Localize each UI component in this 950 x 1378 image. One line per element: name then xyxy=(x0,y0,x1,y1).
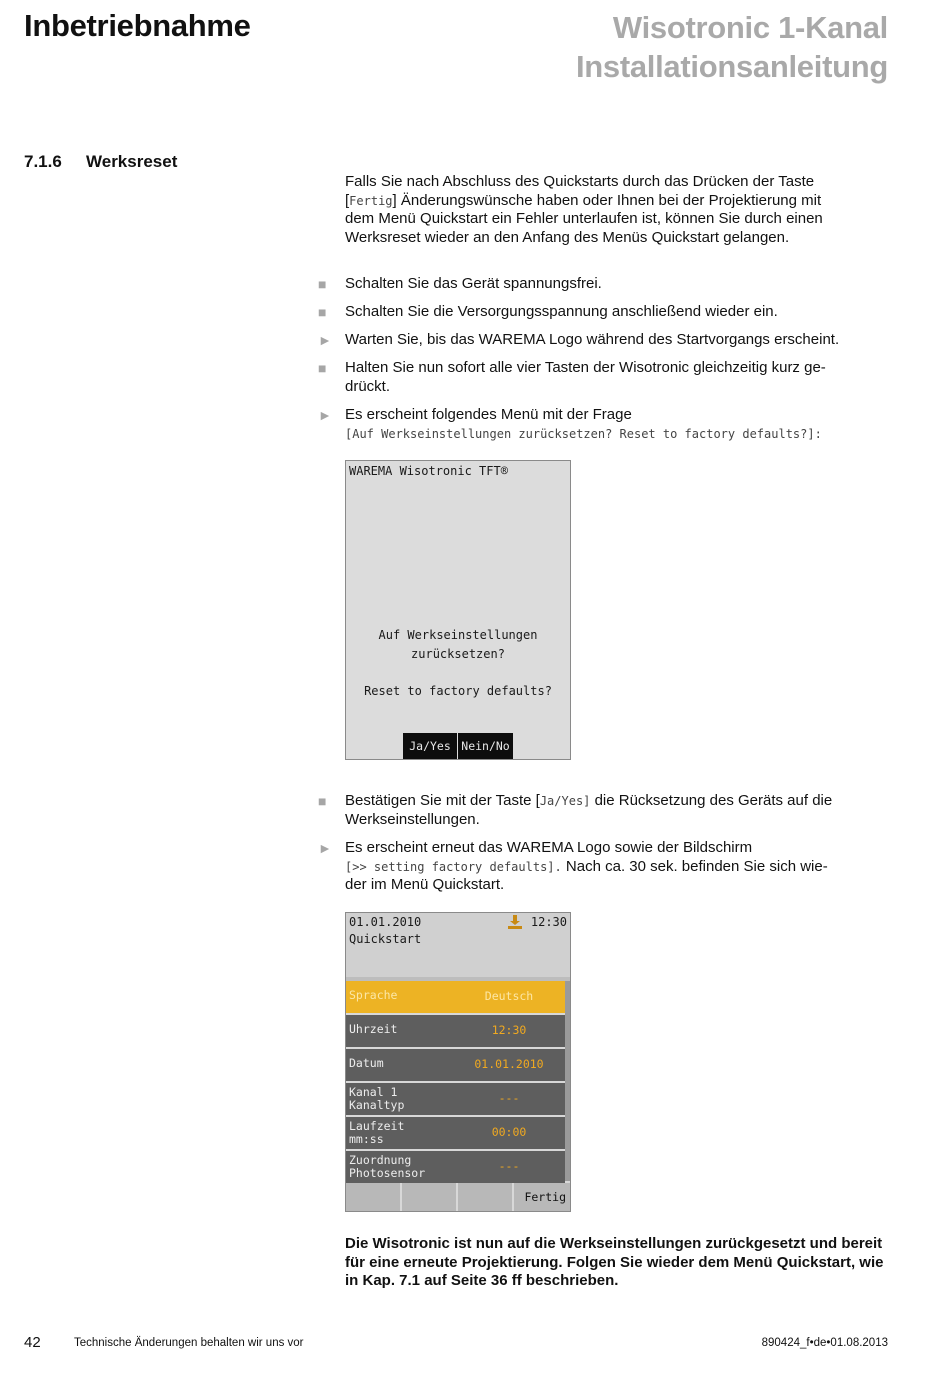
document-code: 890424_f•de•01.08.2013 xyxy=(761,1337,888,1349)
prompt-text: [Auf Werkseinstellungen zurücksetzen? Reset to factory defaults?]: xyxy=(345,426,822,441)
menu-row-uhrzeit[interactable] xyxy=(346,1015,565,1047)
step-text: Halten Sie nun sofort alle vier Tasten der Wisotronic gleichzeitig kurz ge- drückt. xyxy=(345,359,826,395)
status-text: [>> setting factory defaults]. xyxy=(345,859,562,874)
row-label: Sprache xyxy=(349,988,398,1002)
row-label: Kanal 1 Kanaltyp xyxy=(349,1085,405,1112)
document-type: Installationsanleitung xyxy=(575,49,888,84)
row-label: Laufzeit mm:ss xyxy=(349,1119,405,1146)
key-ja-yes: Ja/Yes] xyxy=(539,794,591,808)
row-label: Zuordnung Photosensor xyxy=(349,1153,426,1180)
step-text: Warten Sie, bis das WAREMA Logo während des Startvorgangs erscheint. xyxy=(345,331,840,348)
square-bullet-icon: ■ xyxy=(318,276,327,292)
section-number: 7.1.6 xyxy=(24,152,62,171)
step-text: Es erscheint erneut das WAREMA Logo sowie der Bildschirm [>> setting factory defaults]. Nach ca. 30 sek. befinden Sie sich wie- der im Menü Quickstart. xyxy=(345,839,828,893)
triangle-bullet-icon: ► xyxy=(318,840,332,856)
yes-button[interactable]: Ja/Yes xyxy=(403,733,457,759)
intro-paragraph xyxy=(345,173,890,247)
square-bullet-icon: ■ xyxy=(318,360,327,376)
footer-note: Technische Änderungen behalten wir uns vor xyxy=(74,1337,304,1349)
menu-row-kanaltyp[interactable] xyxy=(346,1083,565,1115)
row-value: 01.01.2010 xyxy=(474,1057,544,1071)
chapter-title: Inbetriebnahme xyxy=(24,8,251,43)
fertig-button[interactable] xyxy=(514,1183,570,1211)
row-value: --- xyxy=(498,1159,520,1173)
intro-line: dem Menü Quickstart ein Fehler unterlaufen ist, können Sie durch einen xyxy=(345,210,823,227)
row-label: Datum xyxy=(349,1056,384,1070)
menu-row-zuordnung[interactable] xyxy=(346,1151,565,1183)
question-line: Auf Werkseinstellungen xyxy=(378,628,538,642)
no-button[interactable]: Nein/No xyxy=(458,733,513,759)
screen-header xyxy=(346,913,570,977)
step-text: Bestätigen Sie mit der Taste [Ja/Yes] die Rücksetzung des Geräts auf die Werkseinstellungen. xyxy=(345,792,833,828)
intro-line: Falls Sie nach Abschluss des Quickstarts durch das Drücken der Taste xyxy=(345,173,815,190)
conclusion-paragraph: Die Wisotronic ist nun auf die Werkseinstellungen zurückgesetzt und bereit für eine erneute Projektierung. Folgen Sie wieder dem Menü Quickstart, wie in Kap. 7.1 auf Seite 36 ff beschrieben. xyxy=(345,1235,884,1289)
step-text: Es erscheint folgendes Menü mit der Frage [Auf Werkseinstellungen zurücksetzen? Reset to factory defaults?]: xyxy=(345,406,890,443)
softkey-1[interactable] xyxy=(346,1183,402,1211)
step-text: Schalten Sie die Versorgungsspannung anschließend wieder ein. xyxy=(345,303,778,320)
intro-line: [Fertig] Änderungswünsche haben oder Ihnen bei der Projektierung mit xyxy=(345,191,822,209)
screen-title: WAREMA Wisotronic TFT® xyxy=(349,464,508,478)
menu-row-sprache[interactable] xyxy=(346,981,565,1013)
step-text: Schalten Sie das Gerät spannungsfrei. xyxy=(345,275,602,292)
section-heading xyxy=(24,152,177,172)
square-bullet-icon: ■ xyxy=(318,304,327,320)
time-display: 12:30 xyxy=(530,915,567,929)
document-title xyxy=(576,8,888,86)
row-value: Deutsch xyxy=(484,989,534,1003)
page-number: 42 xyxy=(24,1334,41,1351)
menu-row-laufzeit[interactable] xyxy=(346,1117,565,1149)
triangle-bullet-icon: ► xyxy=(318,332,332,348)
download-icon xyxy=(508,915,522,929)
date-display: 01.01.2010 xyxy=(349,915,422,929)
section-title: Werksreset xyxy=(86,152,178,171)
key-fertig: Fertig xyxy=(349,193,393,208)
row-label: Uhrzeit xyxy=(349,1022,398,1036)
fertig-label: Fertig xyxy=(524,1190,566,1204)
menu-row-datum[interactable] xyxy=(346,1049,565,1081)
reset-confirm-screen xyxy=(345,460,571,760)
row-value: 12:30 xyxy=(491,1023,527,1037)
triangle-bullet-icon: ► xyxy=(318,407,332,423)
softkey-3[interactable] xyxy=(458,1183,514,1211)
softkey-2[interactable] xyxy=(402,1183,458,1211)
scrollbar[interactable] xyxy=(565,981,570,1181)
question-english: Reset to factory defaults? xyxy=(364,684,552,698)
intro-line: Werksreset wieder an den Anfang des Menüs Quickstart gelangen. xyxy=(345,228,790,246)
mode-title: Quickstart xyxy=(349,932,422,946)
product-name: Wisotronic 1-Kanal xyxy=(612,10,888,45)
row-value: 00:00 xyxy=(491,1125,527,1139)
row-value: --- xyxy=(498,1091,520,1105)
question-line: zurücksetzen? xyxy=(411,647,505,661)
quickstart-screen xyxy=(345,912,571,1212)
square-bullet-icon: ■ xyxy=(318,793,327,809)
